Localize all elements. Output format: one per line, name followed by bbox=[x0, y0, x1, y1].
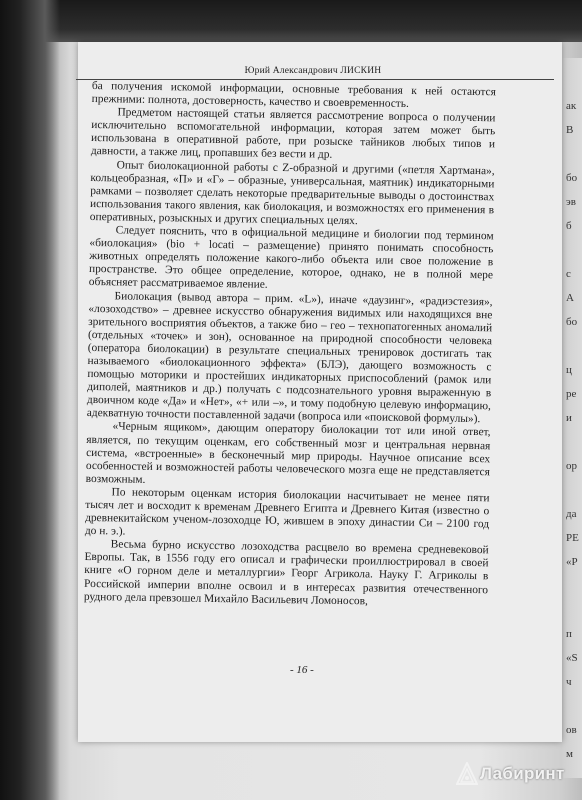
next-page-fragment: А bbox=[566, 292, 574, 304]
scanner-shadow-left bbox=[0, 0, 60, 800]
next-page-fragment: с bbox=[566, 268, 571, 280]
page-number: - 16 - bbox=[290, 664, 314, 676]
next-page-fragment: да bbox=[566, 508, 577, 520]
labyrinth-logo-icon bbox=[456, 762, 478, 786]
running-header: Юрий Александрович ЛИСКИН bbox=[244, 66, 382, 76]
paragraph: «Черным ящиком», дающим оператору биолокации тот или иной ответ, является, по текущим оценкам, его собственный мозг и центральная нервная система, «встроенные» в бесконечный мир природы. Научное описание всех особенностей и возможностей работы человеческого мозга еще не представляется возможным. bbox=[85, 420, 491, 486]
paragraph: Биолокация (вывод автора – прим. «L»), иначе «даузинг», «радиэстезия», «лозоходство» – древнее искусство обнаружения видимых или находящихся вне зрительного восприятия объектов, а также био – гео – технопатогенных аномалий (отдельных «точек» и зон), основанное на природной способности человека (оператора биолокации) в результате специальных тренировок достигать так называемого «биолокационного эффекта» (БЛЭ), дающего возможность с помощью моторики и простейших индикаторных приспособлений (рамок или диполей, маятников и др.) получать с подсознательного уровня выраженную в двоичном коде «Да» и «Нет», «+ или –», и тому подобную целевую информацию, адекватную точности поставленной задачи (вопроса или «поисковой формулы»). bbox=[86, 289, 493, 426]
next-page-fragment: ов bbox=[566, 724, 577, 736]
paragraph: По некоторым оценкам история биолокации насчитывает не менее пяти тысяч лет и восходит к временам Древнего Египта и Древнего Китая (известно о древнекитайском ученом-лозоходце Ю, жившем в эпоху династии Си – 2100 год до н. э.). bbox=[84, 486, 490, 538]
next-page-fragment: бо bbox=[566, 316, 578, 328]
next-page-fragment: «S bbox=[566, 652, 578, 664]
paragraph: ба получения искомой информации, основные требования к ней остаются прежними: полнота, достоверность, качество и своевременность. bbox=[91, 80, 496, 111]
next-page-fragment: РЕ bbox=[566, 532, 579, 544]
next-page-fragment: б bbox=[566, 220, 572, 232]
next-page-fragment: «Р bbox=[566, 556, 578, 568]
next-page-fragment: п bbox=[566, 628, 572, 640]
next-page-fragment: ч bbox=[566, 676, 572, 688]
next-page-fragment: м bbox=[566, 748, 573, 760]
watermark-text: Лабиринт bbox=[480, 764, 565, 783]
paragraph: Следует пояснить, что в официальной медицине и биологии под термином «биолокация» (bio + locati – размещение) принято понимать способность животных определять положение какого-либо объекта или свое положение в пространстве. Это общее определение, которое, однако, не в полной мере объясняет рассматриваемое явление. bbox=[88, 224, 494, 292]
next-page-fragment: и bbox=[566, 412, 572, 424]
article-body bbox=[84, 80, 496, 610]
paragraph: Предметом настоящей статьи является рассмотрение вопроса о получении исключительно вспомогательной информации, которая затем может быть использована в оперативной работе, при розыске тайников любых типов и давности, а также лиц, пропавших без вести и др. bbox=[90, 106, 496, 162]
labirint-watermark bbox=[456, 762, 565, 786]
next-page-fragment: ц bbox=[566, 364, 572, 376]
next-page-fragment: бо bbox=[566, 172, 578, 184]
scanner-shadow-top bbox=[0, 0, 582, 42]
next-page-fragment: В bbox=[566, 124, 574, 136]
next-page-fragment: ак bbox=[566, 100, 577, 112]
next-page-edge bbox=[562, 58, 582, 778]
next-page-fragment: эв bbox=[566, 196, 576, 208]
paragraph: Весьма бурно искусство лозоходства расцвело во времена средневековой Европы. Так, в 1556 году его описал и графически проиллюстрировал в своей книге «О горном деле и металлургии» Георг Агрикола. Науку Г. Агриколы в Российской империи вполне освоил и в интересах развития отечественного рудного дела превзошел Михайло Васильевич Ломоносов, bbox=[83, 538, 489, 608]
paragraph: Опыт биолокационной работы с Z-образной и другими («петля Хартмана», кольцеобразная, «П» и «Г» – образные, универсальная, маятник) индикаторными рамками – позволяет сделать некоторые предварительные выводы о достоинствах использования такого явления, как биолокация, и возможностях его применения в оперативных, розыскных и других специальных целях. bbox=[89, 158, 495, 228]
next-page-fragment: ре bbox=[566, 388, 577, 400]
header-rule bbox=[76, 79, 554, 80]
next-page-fragment: ор bbox=[566, 460, 577, 472]
